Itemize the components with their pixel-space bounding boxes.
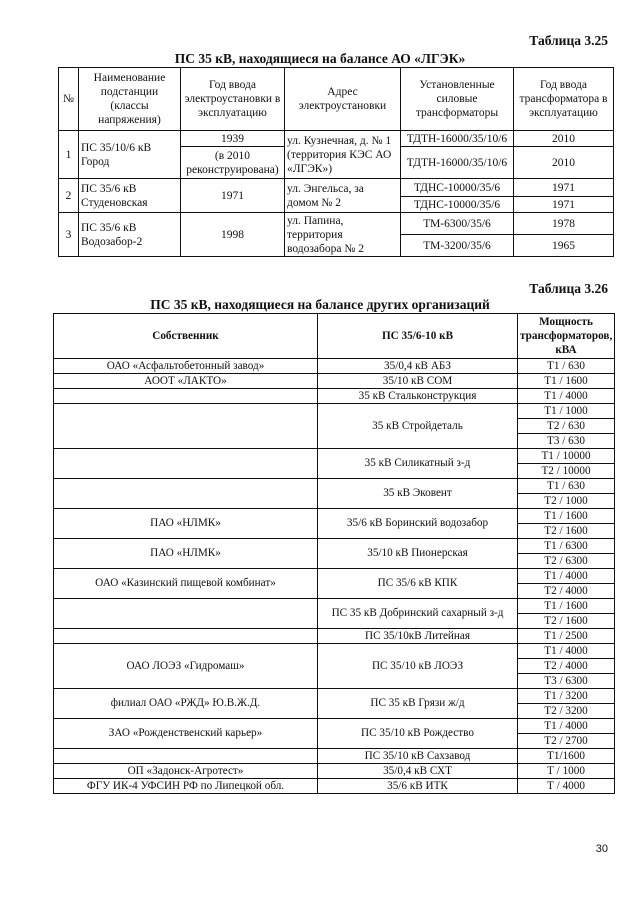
power-cell: Т / 4000 [518,779,615,794]
table-row [54,599,615,614]
substation-cell: 35/6 кВ Боринский водозабор [318,509,518,539]
power-cell: Т2 / 3200 [518,704,615,719]
substation-cell: ПС 35/10 кВ Сахзавод [318,749,518,764]
table-row [54,404,615,419]
power-cell: Т1 / 4000 [518,389,615,404]
substation-cell: ПС 35/10 кВ Рождество [318,719,518,749]
header-owner: Собственник [54,314,318,359]
table-row [59,131,614,147]
owner-cell: ФГУ ИК-4 УФСИН РФ по Липецкой обл. [54,779,318,794]
owner-cell [54,749,318,764]
power-cell: Т1 / 1600 [518,599,615,614]
table2-title: ПС 35 кВ, находящиеся на балансе других организаций [150,297,490,312]
row-trans-year: 2010 [514,131,614,147]
row-year: 1971 [181,179,285,213]
row-year: 1939 [181,131,285,147]
substation-cell: 35/6 кВ ИТК [318,779,518,794]
row-num: 1 [59,131,79,179]
table2-header-row [54,314,615,359]
substation-cell: ПС 35 кВ Грязи ж/д [318,689,518,719]
power-cell: Т2 / 1000 [518,494,615,509]
power-cell: Т3 / 6300 [518,674,615,689]
row-name: ПС 35/6 кВ Водозабор-2 [79,213,181,257]
row-transformer: ТДНС-10000/35/6 [401,179,514,197]
table-row [54,569,615,584]
power-cell: Т2 / 1600 [518,614,615,629]
power-cell: Т2 / 6300 [518,554,615,569]
power-cell: Т1 / 3200 [518,689,615,704]
header-ps: ПС 35/6-10 кВ [318,314,518,359]
row-trans-year: 1971 [514,179,614,197]
owner-cell: ПАО «НЛМК» [54,509,318,539]
table2-body [54,359,615,794]
table-row [54,644,615,659]
substation-cell: 35/10 кВ СОМ [318,374,518,389]
table-row [54,779,615,794]
table-row [54,449,615,464]
table1-title: ПС 35 кВ, находящиеся на балансе АО «ЛГЭК» [174,51,466,66]
row-trans-year: 1965 [514,235,614,257]
row-trans-year: 2010 [514,147,614,179]
substation-cell: ПС 35/6 кВ КПК [318,569,518,599]
substation-cell: 35 кВ Эковент [318,479,518,509]
power-cell: Т1 / 630 [518,479,615,494]
row-year: 1998 [181,213,285,257]
row-trans-year: 1978 [514,213,614,235]
header-power: Мощность трансформаторов, кВА [518,314,615,359]
owner-cell: ОАО «Казинский пищевой комбинат» [54,569,318,599]
power-cell: Т2 / 4000 [518,659,615,674]
owner-cell: АООТ «ЛАКТО» [54,374,318,389]
table-row [54,629,615,644]
row-name: ПС 35/6 кВ Студеновская [79,179,181,213]
table-row [54,389,615,404]
table-row [54,374,615,389]
power-cell: Т3 / 630 [518,434,615,449]
substation-cell: 35 кВ Стройдеталь [318,404,518,449]
table1-header-row [59,68,614,131]
table-row [54,359,615,374]
table1 [58,67,614,257]
table2-label: Таблица 3.26 [529,281,608,296]
table-row [54,479,615,494]
power-cell: Т2 / 630 [518,419,615,434]
header-year: Год ввода электроустановки в эксплуатацию [181,68,285,131]
table-row [54,764,615,779]
power-cell: Т2 / 1600 [518,524,615,539]
row-trans-year: 1971 [514,197,614,213]
row-address: ул. Папина, территория водозабора № 2 [285,213,401,257]
substation-cell: 35 кВ Стальконструкция [318,389,518,404]
header-address: Адрес электроустановки [285,68,401,131]
substation-cell: ПС 35/10 кВ ЛОЭЗ [318,644,518,689]
power-cell: Т2 / 10000 [518,464,615,479]
owner-cell: ОАО ЛОЭЗ «Гидромаш» [54,644,318,689]
table-row [59,213,614,235]
power-cell: Т2 / 2700 [518,734,615,749]
power-cell: Т1 / 630 [518,359,615,374]
table-row [54,509,615,524]
owner-cell: ОАО «Асфальтобетонный завод» [54,359,318,374]
row-num: 3 [59,213,79,257]
power-cell: Т1 / 1600 [518,374,615,389]
row-transformer: ТДНС-10000/35/6 [401,197,514,213]
power-cell: Т1 / 4000 [518,644,615,659]
substation-cell: 35 кВ Силикатный з-д [318,449,518,479]
header-transformers: Установленные силовые трансформаторы [401,68,514,131]
power-cell: Т1 / 6300 [518,539,615,554]
power-cell: Т1 / 10000 [518,449,615,464]
power-cell: Т1 / 2500 [518,629,615,644]
row-name: ПС 35/10/6 кВ Город [79,131,181,179]
row-transformer: ТДТН-16000/35/10/6 [401,147,514,179]
row-transformer: ТМ-6300/35/6 [401,213,514,235]
power-cell: Т2 / 4000 [518,584,615,599]
power-cell: Т / 1000 [518,764,615,779]
owner-cell [54,629,318,644]
owner-cell: ЗАО «Рожденственский карьер» [54,719,318,749]
table-row [54,689,615,704]
table-row [59,179,614,197]
substation-cell: 35/10 кВ Пионерская [318,539,518,569]
owner-cell: ОП «Задонск-Агротест» [54,764,318,779]
table-row [54,749,615,764]
header-trans-year: Год ввода трансформатора в эксплуатацию [514,68,614,131]
owner-cell [54,404,318,449]
row-address: ул. Кузнечная, д. № 1 (территория КЭС АО «ЛГЭК») [285,131,401,179]
table1-label: Таблица 3.25 [529,33,608,48]
table-row [54,539,615,554]
row-num: 2 [59,179,79,213]
owner-cell [54,599,318,629]
substation-cell: 35/0,4 кВ АБЗ [318,359,518,374]
power-cell: Т1 / 1000 [518,404,615,419]
power-cell: Т1 / 1600 [518,509,615,524]
row-address: ул. Энгельса, за домом № 2 [285,179,401,213]
row-transformer: ТДТН-16000/35/10/6 [401,131,514,147]
substation-cell: 35/0,4 кВ СХТ [318,764,518,779]
power-cell: Т1/1600 [518,749,615,764]
header-num: № [59,68,79,131]
table-row [54,719,615,734]
owner-cell [54,449,318,479]
substation-cell: ПС 35 кВ Добринский сахарный з-д [318,599,518,629]
substation-cell: ПС 35/10кВ Литейная [318,629,518,644]
owner-cell: ПАО «НЛМК» [54,539,318,569]
owner-cell [54,389,318,404]
header-name: Наименование подстанции (классы напряжения) [79,68,181,131]
row-year-note: (в 2010 реконструирована) [181,147,285,179]
page-number: 30 [595,843,608,855]
row-transformer: ТМ-3200/35/6 [401,235,514,257]
power-cell: Т1 / 4000 [518,569,615,584]
power-cell: Т1 / 4000 [518,719,615,734]
owner-cell [54,479,318,509]
owner-cell: филиал ОАО «РЖД» Ю.В.Ж.Д. [54,689,318,719]
table2 [53,313,615,794]
